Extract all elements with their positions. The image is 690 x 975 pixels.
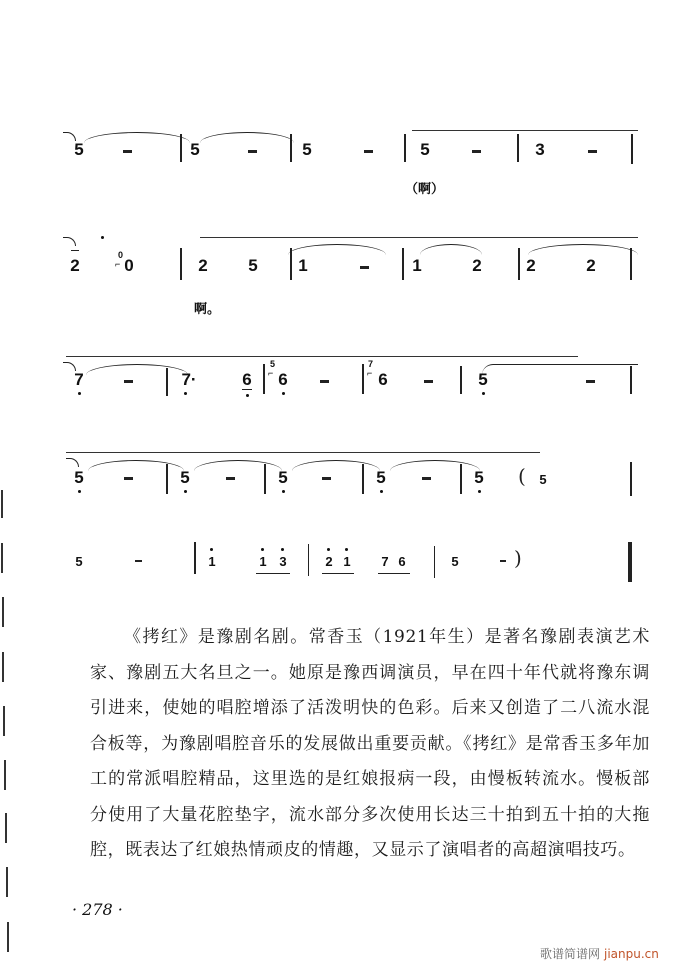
low-octave-dot [78,490,81,493]
extended-slur [66,452,540,453]
description-text [90,620,650,869]
binding-mark [6,867,8,897]
eighth-underline [256,573,290,574]
note: 3 [279,554,287,569]
bar-line [460,464,462,494]
sustain-dash [135,560,142,562]
note: 2 [586,256,596,275]
slur [292,460,380,471]
slur [420,244,482,255]
bar-line [264,464,266,494]
grace-note: 7 [368,359,374,369]
slur [200,132,294,143]
note: 5 [539,472,547,487]
note: 6 [278,370,288,389]
binding-mark [4,760,6,790]
bar-line [290,248,292,280]
bar-line [631,134,633,164]
slur [390,460,480,471]
sustain-dash [123,150,132,153]
low-octave-dot [482,392,485,395]
binding-mark [1,543,3,573]
ornament-mark: ⌐ [367,368,373,378]
note: 5 [420,140,430,159]
low-octave-dot [184,490,187,493]
bar-line [194,542,196,574]
note: 1 [412,256,422,275]
eighth-underline [322,573,354,574]
short-line-above [71,250,79,251]
sustain-dash [226,477,235,480]
note: 2 [526,256,536,275]
note: 5 [278,468,288,487]
lyric: 啊。 [194,302,221,317]
sustain-dash [124,477,133,480]
bar-line [290,134,292,162]
bar-line [180,248,182,280]
binding-mark [7,922,9,952]
extended-slur [66,356,578,357]
grace-note: 5 [270,359,276,369]
sustain-dash [472,150,481,153]
binding-mark [2,597,4,627]
sustain-dash [248,150,257,153]
tie-in-mark [66,458,79,467]
bar-line [630,248,632,280]
bar-line [630,366,632,394]
ornament-mark: ⌐ [268,368,274,378]
bar-line [166,464,168,494]
slur [288,244,386,255]
low-octave-dot [478,490,481,493]
sustain-dash [588,150,597,153]
sustain-dash [424,380,433,383]
description-paragraph: 《拷红》是豫剧名剧。常香玉（1921年生）是著名豫剧表演艺术家、豫剧五大名旦之一。她原是豫西调演员，早在四十年代就将豫东调引进来，使她的唱腔增添了活泼明快的色彩。后来又创造了二八流水混合板等，为豫剧唱腔音乐的发展做出重要贡献。《拷红》是常香玉多年加工的常派唱腔精品，这里选的是红娘报病一段，由慢板转流水。慢板部分使用了大量花腔垫字，流水部分多次使用长达三十拍到五十拍的大拖腔，既表达了红娘热情顽皮的情趣，又显示了演唱者的高超演唱技巧。 [90,627,650,860]
sustain-dash [500,560,506,562]
watermark [540,945,659,962]
sustain-dash [364,150,373,153]
high-octave-dot [210,548,213,551]
breath-dot [101,236,104,239]
note: 5 [190,140,200,159]
slur [482,364,638,375]
note: 7 [74,370,84,389]
note: 0 [124,256,134,275]
extended-slur [200,237,638,238]
grace-note: 0 [118,250,124,260]
lyric: （啊） [405,182,445,197]
bar-line [402,248,404,280]
note: 2 [472,256,482,275]
note: 5 [75,554,83,569]
binding-mark [5,813,7,843]
slur [194,460,282,471]
note: 5 [451,554,459,569]
watermark-cn: 歌谱简谱网 [540,947,601,961]
bar-line [362,464,364,494]
note: 5 [474,468,484,487]
low-octave-dot [380,490,383,493]
note: 6 [398,554,406,569]
note: 3 [535,140,545,159]
note: 6 [378,370,388,389]
bar-line [630,462,632,496]
slur [88,460,184,471]
slur [84,132,190,143]
page-number: · 278 · [72,900,123,919]
final-bar-line [628,542,632,582]
bar-line [434,546,435,578]
watermark-url: jianpu.cn [604,947,659,961]
note: 5 [478,370,488,389]
low-octave-dot [246,394,249,397]
open-paren: ( [518,464,526,488]
bar-line [166,368,168,396]
ornament-mark: ⌐ [115,259,121,269]
note: 5 [248,256,258,275]
binding-mark [3,706,5,736]
note: 5 [180,468,190,487]
extended-slur [412,130,638,131]
bar-line [362,364,364,394]
note: 2 [70,256,80,275]
bar-line [517,134,519,162]
high-octave-dot [345,548,348,551]
sustain-dash [124,380,133,383]
low-octave-dot [78,392,81,395]
eighth-underline [242,389,252,390]
note: 6 [242,370,252,389]
note: 1 [343,554,351,569]
bar-line [460,366,462,394]
slur [528,244,638,255]
high-octave-dot [261,548,264,551]
note: 5 [376,468,386,487]
binding-mark [1,490,3,518]
high-octave-dot [281,548,284,551]
sustain-dash [320,380,329,383]
sustain-dash [360,266,369,269]
low-octave-dot [184,392,187,395]
sustain-dash [586,380,595,383]
binding-mark [2,652,4,682]
note: 1 [259,554,267,569]
bar-line [308,544,309,576]
bar-line [404,134,406,162]
high-octave-dot [327,548,330,551]
low-octave-dot [282,392,285,395]
bar-line [263,364,265,394]
note: 5 [302,140,312,159]
bar-line [518,248,520,280]
close-paren: ) [514,546,522,570]
sustain-dash [422,477,431,480]
note: 2 [198,256,208,275]
eighth-underline [378,573,410,574]
note: 1 [298,256,308,275]
note: 5 [74,468,84,487]
note: 7· [181,370,197,389]
low-octave-dot [282,490,285,493]
note: 2 [325,554,333,569]
note: 1 [208,554,216,569]
tie-in-mark [63,237,76,246]
note: 7 [381,554,389,569]
bar-line [180,134,182,162]
slur [86,364,188,375]
note: 5 [74,140,84,159]
sustain-dash [322,477,331,480]
